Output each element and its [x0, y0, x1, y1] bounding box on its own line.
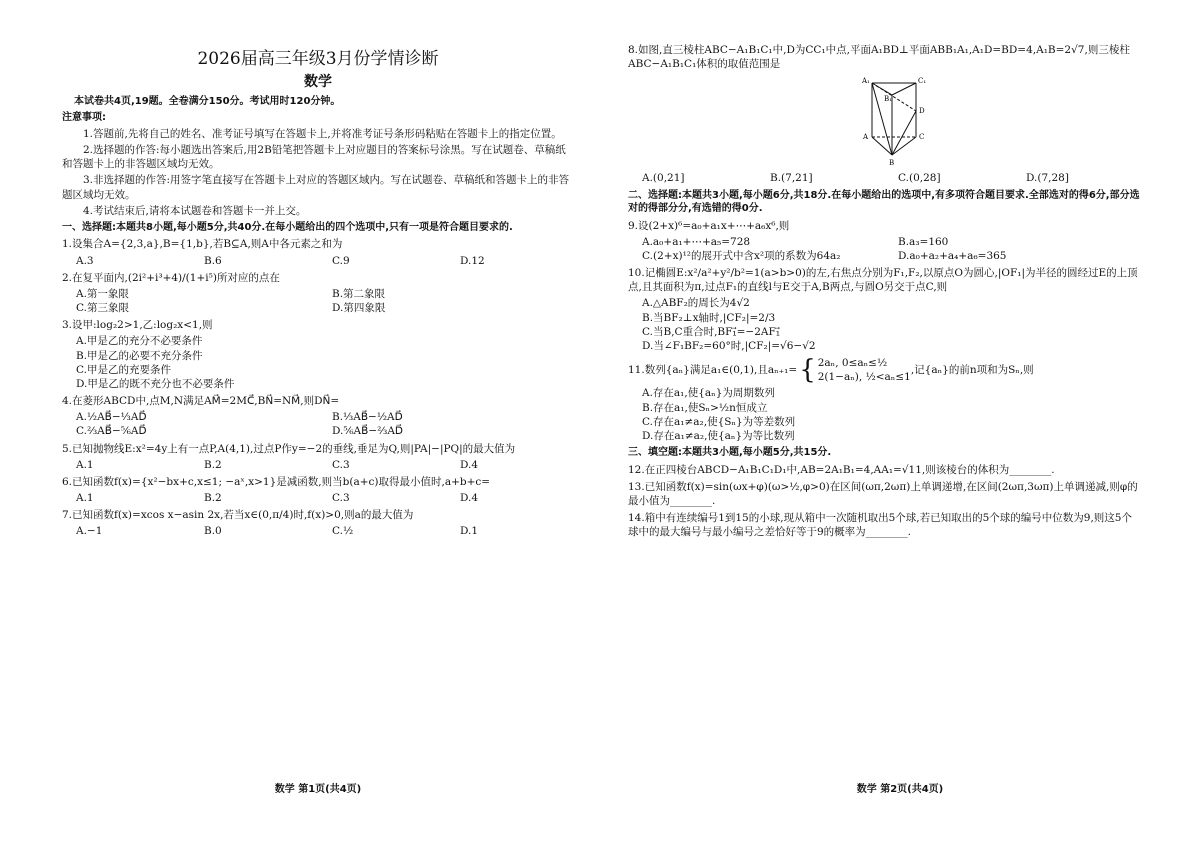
option: C.½ — [332, 525, 354, 538]
page-footer-left: 数学 第1页(共4页) — [274, 783, 362, 795]
option: A.a₀+a₁+⋯+a₅=728 — [642, 235, 751, 248]
option: D.(7,28] — [1026, 172, 1069, 185]
piecewise-case: 2(1−aₙ), ½<aₙ≤1 — [817, 371, 911, 384]
option: A.△ABF₂的周长为4√2 — [642, 297, 750, 310]
option: D.1 — [460, 525, 479, 538]
question-7-options — [62, 524, 574, 538]
question-5-stem: 5.已知抛物线E:x²=4y上有一点P,A(4,1),过点P作y=−2的垂线,垂足为Q,则|PA|−|PQ|的最大值为 — [62, 442, 516, 455]
option: B.⅓AB⃗−½AD⃗ — [332, 411, 403, 424]
option: A.1 — [76, 458, 94, 471]
section-3-heading: 三、填空题:本题共3小题,每小题5分,共15分. — [628, 447, 832, 459]
piecewise-cases — [818, 356, 911, 384]
option: B.(7,21] — [770, 172, 813, 185]
option: D.甲是乙的既不充分也不必要条件 — [76, 377, 235, 390]
option: D.a₀+a₂+a₄+a₆=365 — [898, 249, 1007, 262]
option: B.a₃=160 — [898, 235, 949, 248]
option: D.当∠F₁BF₂=60°时,|CF₂|=√6−√2 — [642, 339, 816, 352]
option: A.(0,21] — [642, 172, 685, 185]
question-4-stem: 4.在菱形ABCD中,点M,N满足AM⃗=2MC⃗,BN⃗=NM⃗,则DN⃗= — [62, 395, 340, 408]
question-8-stem: 8.如图,直三棱柱ABC−A₁B₁C₁中,D为CC₁中点,平面A₁BD⊥平面ABB₁A₁,A₁D=BD=4,A₁B=2√7,则三棱柱ABC−A₁B₁C₁体积的取值范围是 — [628, 44, 1130, 71]
option: B.第二象限 — [332, 287, 386, 300]
option: A.½AB⃗−⅓AD⃗ — [76, 411, 147, 424]
question-11-options — [628, 386, 1140, 443]
figure-label: A — [863, 133, 869, 142]
option: A.存在a₁,使{aₙ}为周期数列 — [642, 387, 775, 400]
question-2-stem: 2.在复平面内,(2i²+i³+4)/(1+i⁵)所对应的点在 — [62, 271, 280, 284]
option: D.⅚AB⃗−⅔AD⃗ — [332, 425, 403, 438]
notice-item: 2.选择题的作答:每小题选出答案后,用2B铅笔把答题卡上对应题目的答案标号涂黑。写在试题卷、草稿纸和答题卡上的非答题区域均无效。 — [62, 144, 566, 171]
option: C.(2+x)¹²的展开式中含x²项的系数为64a₂ — [642, 249, 841, 262]
question-14-stem: 14.箱中有连续编号1到15的小球,现从箱中一次随机取出5个球,若已知取出的5个球的编号中位数为9,则这5个球中的最大编号与最小编号之差恰好等于9的概率为________. — [628, 512, 1132, 539]
figure-label: C — [919, 133, 925, 142]
page-footer-right: 数学 第2页(共4页) — [856, 783, 944, 795]
question-10-stem: 10.记椭圆E:x²/a²+y²/b²=1(a>b>0)的左,右焦点分别为F₁,F₂,以原点O为圆心,|OF₁|为半径的圆经过E的上顶点,且其面积为π,过点F₁的直线l与E交于A,B两点,与圆O另交于点C,则 — [628, 267, 1138, 294]
question-9-options — [628, 235, 1140, 263]
option: B.6 — [204, 254, 222, 267]
question-8-options — [628, 171, 1140, 185]
question-3-options — [62, 334, 574, 391]
section-2-heading: 二、选择题:本题共3小题,每小题6分,共18分.在每小题给出的选项中,有多项符合题目要求.全部选对的得6分,部分选对的得部分分,有选错的得0分. — [628, 189, 1140, 215]
figure-label: A₁ — [862, 77, 870, 86]
notice-item: 4.考试结束后,请将本试题卷和答题卡一并上交。 — [83, 204, 307, 217]
option: D.12 — [460, 254, 485, 267]
option: B.0 — [204, 525, 222, 538]
question-3-stem: 3.设甲:log₂2>1,乙:log₂x<1,则 — [62, 319, 213, 332]
option: B.当BF₂⊥x轴时,|CF₂|=2/3 — [642, 311, 776, 324]
option: B.2 — [204, 492, 222, 505]
option: A.−1 — [76, 525, 103, 538]
question-11-stem-b: ,记{aₙ}的前n项和为Sₙ,则 — [910, 364, 1034, 377]
option: C.(0,28] — [898, 172, 941, 185]
option: C.第三象限 — [76, 302, 129, 315]
question-2-options — [62, 287, 574, 315]
subject-title: 数学 — [304, 73, 332, 90]
option: C.3 — [332, 492, 350, 505]
question-4-options — [62, 410, 574, 438]
piecewise-case: 2aₙ, 0≤aₙ≤½ — [817, 357, 888, 370]
question-11-stem-a: 11.数列{aₙ}满足a₁∈(0,1),且aₙ₊₁= — [628, 364, 798, 377]
option: A.甲是乙的充分不必要条件 — [76, 335, 203, 348]
option: C.⅔AB⃗−⅚AD⃗ — [76, 425, 147, 438]
option: B.甲是乙的必要不充分条件 — [76, 349, 203, 362]
option: C.当B,C重合时,BF₁⃗=−2AF₁⃗ — [642, 325, 780, 338]
question-10-options — [628, 296, 1140, 353]
exam-title: 2026届高三年级3月份学情诊断 — [197, 49, 439, 69]
section-1-heading: 一、选择题:本题共8小题,每小题5分,共40分.在每小题给出的四个选项中,只有一项是符合题目要求的. — [62, 221, 513, 233]
figure-label: D — [919, 107, 925, 116]
question-1-stem: 1.设集合A={2,3,a},B={1,b},若B⊆A,则A中各元素之和为 — [62, 238, 343, 251]
notice-item: 3.非选择题的作答:用签字笔直接写在答题卡上对应的答题区域内。写在试题卷、草稿纸和答题卡上的非答题区域均无效。 — [62, 174, 570, 201]
question-6-options — [62, 491, 574, 505]
notice-heading: 注意事项: — [62, 112, 106, 124]
question-5-options — [62, 458, 574, 472]
question-9-stem: 9.设(2+x)⁶=a₀+a₁x+⋯+a₆x⁶,则 — [628, 219, 790, 232]
brace-symbol: { — [799, 355, 816, 386]
question-7-stem: 7.已知函数f(x)=xcos x−asin 2x,若当x∈(0,π/4)时,f(x)>0,则a的最大值为 — [62, 509, 414, 522]
option: A.1 — [76, 492, 94, 505]
option: C.9 — [332, 254, 350, 267]
exam-meta: 本试卷共4页,19题。全卷满分150分。考试用时120分钟。 — [74, 95, 341, 107]
prism-figure — [858, 75, 938, 167]
option: B.2 — [204, 458, 222, 471]
question-6-stem: 6.已知函数f(x)={x²−bx+c,x≤1; −aˣ,x>1}是减函数,则当b(a+c)取得最小值时,a+b+c= — [62, 475, 491, 488]
option: C.甲是乙的充要条件 — [76, 363, 171, 376]
option: C.存在a₁≠a₂,使{Sₙ}为等差数列 — [642, 415, 796, 428]
option: D.存在a₁≠a₂,使{aₙ}为等比数列 — [642, 429, 795, 442]
figure-label: B — [889, 159, 895, 168]
option: A.3 — [76, 254, 94, 267]
question-11-stem — [628, 356, 1140, 384]
option: D.第四象限 — [332, 302, 386, 315]
option: C.3 — [332, 458, 350, 471]
page-2 — [600, 0, 1200, 848]
question-13-stem: 13.已知函数f(x)=sin(ωx+φ)(ω>½,φ>0)在区间(ωπ,2ωπ)上单调递增,在区间(2ωπ,3ωπ)上单调递减,则φ的最小值为________. — [628, 480, 1138, 507]
option: D.4 — [460, 492, 479, 505]
figure-label: C₁ — [918, 77, 927, 86]
question-12-stem: 12.在正四棱台ABCD−A₁B₁C₁D₁中,AB=2A₁B₁=4,AA₁=√11,则该棱台的体积为________. — [628, 463, 1055, 476]
question-1-options — [62, 254, 574, 268]
figure-label: B₁ — [884, 95, 892, 104]
notice-item: 1.答题前,先将自己的姓名、准考证号填写在答题卡上,并将准考证号条形码粘贴在答题卡上的指定位置。 — [83, 127, 562, 140]
option: D.4 — [460, 458, 479, 471]
option: B.存在a₁,使Sₙ>½n恒成立 — [642, 401, 768, 414]
option: A.第一象限 — [76, 287, 129, 300]
